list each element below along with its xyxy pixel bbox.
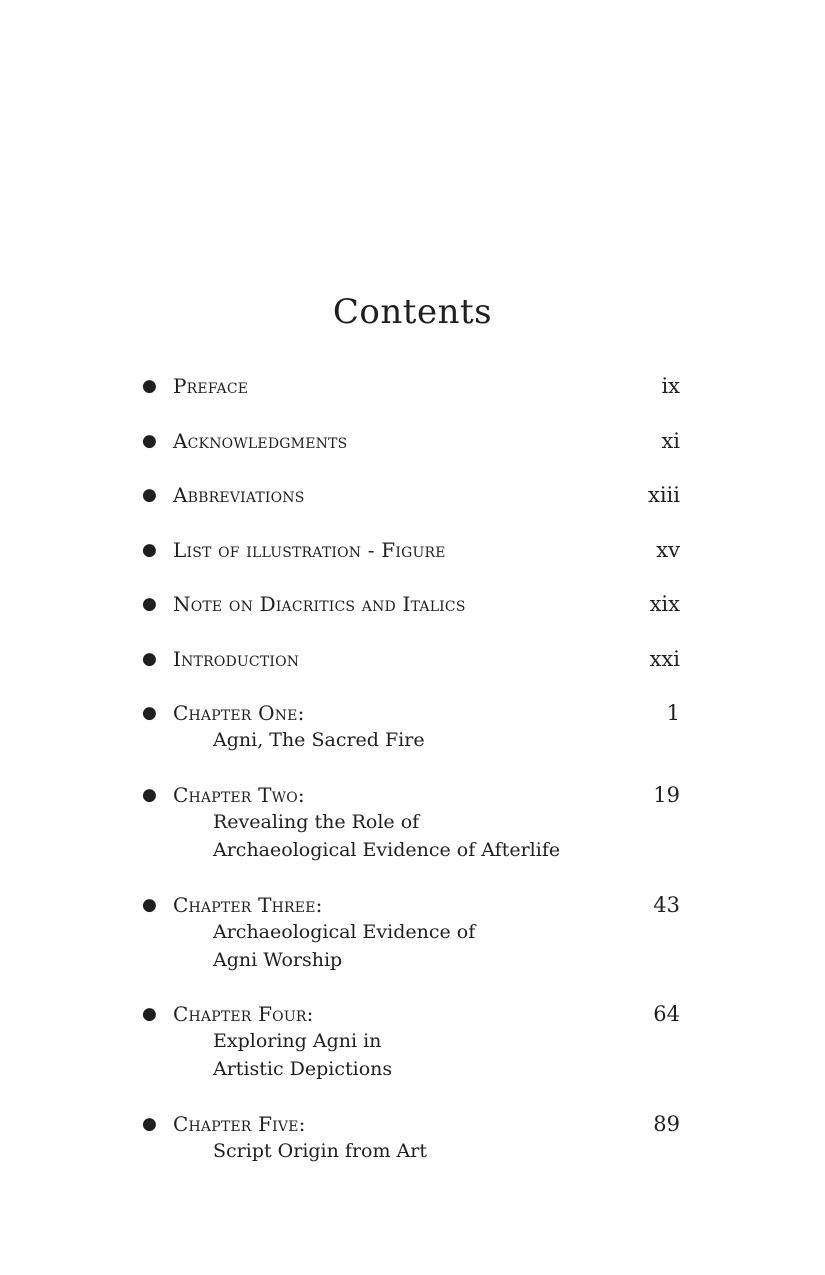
toc-entry-title: Introduction xyxy=(173,646,300,671)
toc-entry-subtitle: Archaeological Evidence of Afterlife xyxy=(213,838,561,861)
bullet-icon: ● xyxy=(142,376,157,396)
toc-page-number: xxi xyxy=(649,646,680,671)
toc-entry xyxy=(140,1000,680,1083)
toc-entry xyxy=(140,427,680,455)
toc-entry-title: Chapter Two: xyxy=(173,783,305,807)
bullet-icon: ● xyxy=(142,785,157,805)
toc-entry-title: Chapter Three: xyxy=(173,893,323,917)
toc-entry-subtitle: Script Origin from Art xyxy=(213,1140,427,1162)
toc-entry xyxy=(140,372,680,400)
toc-entry xyxy=(140,481,680,509)
toc-entry-title: Chapter Four: xyxy=(173,1002,314,1026)
bullet-icon: ● xyxy=(142,485,157,505)
toc-entry-title: Acknowledgments xyxy=(173,428,348,453)
toc-entry-title: Abbreviations xyxy=(173,483,305,507)
toc-entry xyxy=(140,645,680,673)
toc-entry-title: Note on Diacritics and Italics xyxy=(173,592,466,616)
bullet-icon: ● xyxy=(142,430,157,451)
toc-entry-subtitle: Agni, The Sacred Fire xyxy=(213,729,425,751)
page-title: Contents xyxy=(332,292,493,332)
bullet-icon: ● xyxy=(142,1004,157,1024)
bullet-icon: ● xyxy=(142,594,157,614)
bullet-icon: ● xyxy=(142,1114,157,1134)
toc-page-number: 1 xyxy=(666,701,680,725)
toc-entry xyxy=(140,536,680,564)
toc-entry-title: Chapter Five: xyxy=(173,1112,306,1136)
bullet-icon: ● xyxy=(142,539,157,560)
toc-page-number: xiii xyxy=(648,483,680,507)
toc-entry-subtitle: Archaeological Evidence of xyxy=(213,921,476,943)
bullet-icon: ● xyxy=(142,703,157,723)
toc-entry xyxy=(140,590,680,618)
toc-entry-subtitle: Revealing the Role of xyxy=(213,811,420,833)
toc-entry-subtitle: Artistic Depictions xyxy=(213,1057,393,1080)
toc-entry xyxy=(140,781,680,864)
toc-entry-title: List of illustration - Figure xyxy=(173,537,446,562)
bullet-icon: ● xyxy=(142,648,157,669)
toc-entry-subtitle: Exploring Agni in xyxy=(213,1030,382,1052)
toc-entry-title: Preface xyxy=(173,374,249,398)
toc-page-number: ix xyxy=(661,374,680,398)
toc-page-number: xi xyxy=(661,428,680,453)
toc-page-number: xix xyxy=(649,592,680,616)
toc-page-number: 43 xyxy=(653,893,680,917)
toc-page-number: 89 xyxy=(653,1112,680,1136)
toc-entry xyxy=(140,1110,680,1166)
toc-entry xyxy=(140,699,680,755)
toc-entry-title: Chapter One: xyxy=(173,701,305,725)
toc-entry xyxy=(140,891,680,974)
toc-page-number: 19 xyxy=(653,783,680,807)
toc-page-number: 64 xyxy=(653,1002,680,1026)
toc-page-number: xv xyxy=(656,537,680,562)
bullet-icon: ● xyxy=(142,895,157,915)
toc-entry-subtitle: Agni Worship xyxy=(213,948,343,971)
